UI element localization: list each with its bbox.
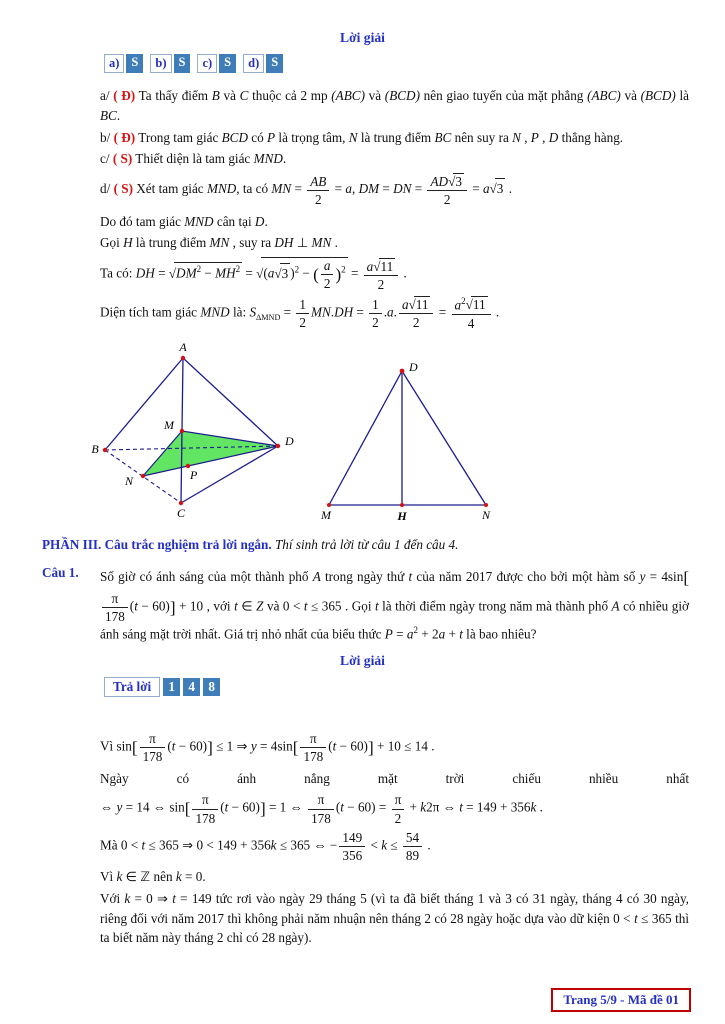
tetrahedron-figure	[86, 341, 298, 523]
question-1-label: Câu 1.	[42, 564, 79, 580]
vertex-point-m2	[327, 503, 331, 507]
solution-line-d: d/ ( S) Xét tam giác MND, ta có MN = $\frac{AB}{2}$ = a, DM = DN = $\frac{AD√3}{2}$ = a√3 .	[100, 173, 512, 208]
answer-key-value-b: S	[174, 54, 191, 73]
point-n	[141, 474, 145, 478]
q1-solution-line-3: ⇔ y = 14 ⇔ sin[ $\frac{\pi}{178}$ (t − 60)] = 1 ⇔ $\frac{\pi}{178}$ (t − 60) = $\frac{\pi}{2}$ + k2π ⇔ t = 149 + 356k .	[100, 792, 543, 826]
part3-header	[42, 535, 689, 555]
point-label-n: N	[124, 473, 133, 488]
vertex-point-d2	[400, 368, 405, 373]
vertex-label-c: C	[176, 505, 186, 520]
vertex-point-n2	[484, 503, 488, 507]
answer-key-pair-d	[243, 54, 283, 73]
answer-key-value-a: S	[126, 54, 143, 73]
foot-point-h	[400, 503, 404, 507]
section-title-loi-giai: Lời giải	[340, 30, 385, 45]
q1-solution-line-1: Vì sin[ $\frac{\pi}{178}$ (t − 60)] ≤ 1 ⇒ y = 4sin[ $\frac{\pi}{178}$ (t − 60)] + 10 ≤ 14 .	[100, 731, 435, 765]
answer-key-pair-c	[197, 54, 236, 73]
solution-title-q1: Lời giải	[340, 653, 385, 669]
solution-line-b: b/ ( Đ) Trong tam giác BCD có P là trọng tâm, N là trung điểm BC nên suy ra N , P , D thẳng hàng.	[100, 129, 624, 145]
point-label-p: P	[190, 467, 198, 482]
q1-solution-line-5: Vì k ∈ ℤ nên k = 0.	[100, 869, 206, 885]
solution-line-h: Diện tích tam giác MND là: $S_{\Delta MND}$ = $\frac{1}{2}$ MN.DH = $\frac{1}{2}$ .a. $\frac{a√11}{2}$ = $\frac{a^2√11}{4}$ .	[100, 295, 500, 331]
vertex-label-m2: M	[321, 507, 331, 522]
answer-key-row	[104, 54, 725, 73]
edge-dm	[329, 371, 402, 505]
foot-label-h: H	[397, 508, 407, 523]
q1-solution-line-2: Ngày có ánh nắng mặt trời chiếu nhiều nhất	[100, 770, 689, 786]
question-1-body: Số giờ có ánh sáng của một thành phố A trong ngày thứ t của năm 2017 được cho bởi một hàm số y = 4sin[ $\frac{\pi}{178}$ (t − 60)] + 10 , với t ∈ Z và 0 < t ≤ 365 . Gọi t là thời điểm ngày trong năm mà thành phố A có nhiều giờ ánh sáng mặt trời nhất. Giá trị nhỏ nhất của biểu thức $P = a^2 + 2a + t$ là bao nhiêu?	[100, 567, 690, 642]
edge-ab	[105, 358, 183, 450]
vertex-label-a: A	[179, 340, 187, 354]
answer-key-label-a: a)	[104, 54, 124, 73]
edge-dn	[402, 371, 486, 505]
solution-part2-block	[100, 86, 689, 331]
point-m	[180, 429, 184, 433]
answer-label: Trả lời	[104, 677, 160, 697]
vertex-point-a	[181, 356, 185, 360]
answer-key-label-b: b)	[150, 54, 171, 73]
part3-subtitle: Thí sinh trả lời từ câu 1 đến câu 4.	[274, 536, 459, 552]
solution-line-f: Gọi H là trung điểm MN , suy ra DH ⊥ MN .	[100, 235, 338, 251]
answer-digit-2: 4	[183, 678, 200, 696]
answer-digit-1: 1	[163, 678, 180, 696]
vertex-label-d: D	[285, 433, 294, 448]
answer-key-label-d: d)	[243, 54, 264, 73]
answer-key-pair-b	[150, 54, 190, 73]
point-label-m: M	[164, 417, 174, 432]
vertex-point-b	[103, 448, 107, 452]
solution-line-c: c/ ( S) Thiết diện là tam giác MND.	[100, 151, 287, 167]
answer-key-value-d: S	[266, 54, 283, 73]
vertex-label-b: B	[91, 441, 99, 456]
answer-digit-3: 8	[203, 678, 220, 696]
solution-line-e: Do đó tam giác MND cân tại D.	[100, 213, 268, 229]
figures-row	[86, 341, 725, 523]
vertex-point-d	[276, 444, 280, 448]
solution-line-g: Ta có: DH = $√DM^2 - MH^2 = √(a√3$ )$^2$ − ( $\frac{a}{2}$ )$^2$ = $\frac{a√11}{2}$ .	[100, 258, 407, 292]
answer-key-pair-a	[104, 54, 143, 73]
vertex-label-n2: N	[481, 507, 491, 522]
answer-key-value-c: S	[219, 54, 236, 73]
q1-solution-line-4: Mà 0 < t ≤ 365 ⇒ 0 < 149 + 356k ≤ 365 ⇔ − $\frac{149}{356}$ < k ≤ $\frac{54}{89}$ .	[100, 829, 431, 863]
cross-section-triangle-mnd	[143, 431, 278, 476]
question-1	[42, 565, 689, 646]
page-footer: Trang 5/9 - Mã đề 01	[551, 988, 691, 1012]
vertex-point-c	[179, 501, 183, 505]
triangle-dmn-figure	[318, 361, 496, 523]
q1-solution-line-6: Với k = 0 ⇒ t = 149 tức rơi vào ngày 29 tháng 5 (vì ta đã biết tháng 1 và 3 có 31 ngày, tháng 4 có 30 ngày, riêng đối với năm 2017 thì không phải năm nhuận nên tháng 2 có 28 ngày hoặc dựa vào dữ kiện 0 < t ≤ 365 thì ta biết năm này tháng 2 chỉ có 28 ngày).	[100, 890, 689, 946]
answer-key-label-c: c)	[197, 54, 217, 73]
answer-line-q1	[104, 677, 725, 697]
part3-title: PHẦN III. Câu trắc nghiệm trả lời ngắn.	[42, 536, 272, 552]
solution-line-a: a/ ( Đ) Ta thấy điểm B và C thuộc cả 2 mp (ABC) và (BCD) nên giao tuyến của mặt phẳng (ABC) và (BCD) là BC.	[100, 88, 689, 123]
vertex-label-d2: D	[409, 360, 418, 374]
question-1-solution-block	[100, 731, 689, 948]
